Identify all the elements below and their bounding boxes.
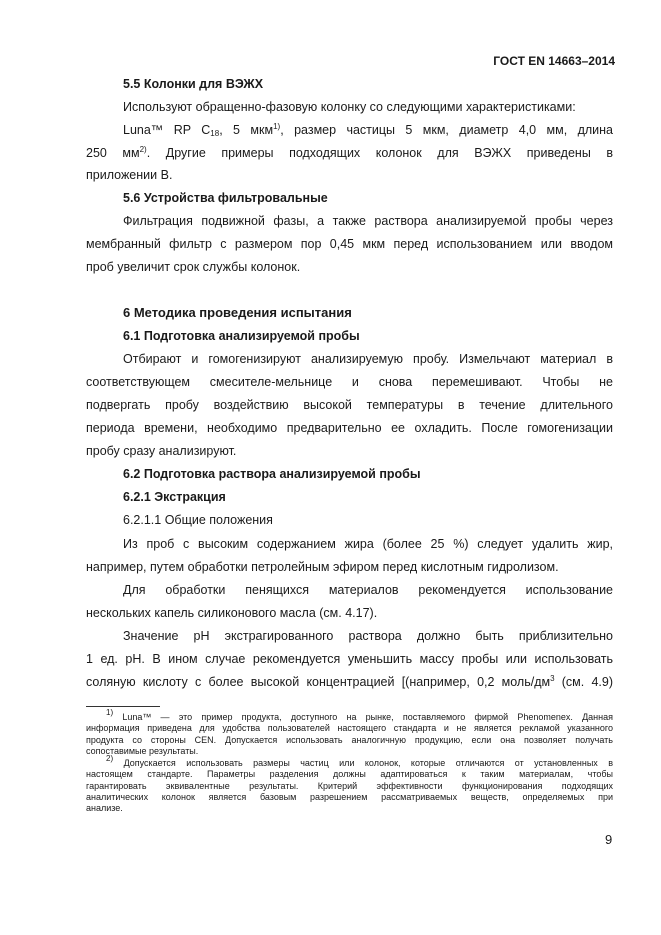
paragraph-line: 1 ед. pH. В ином случае рекомендуется уменьшить массу пробы или использовать	[86, 652, 613, 666]
footnote-line: продукта со стороны CEN. Допускается использовать аналогичную продукцию, если она позволяет получать	[86, 734, 613, 745]
paragraph-line: соответствующем смесителе-мельнице и снова перемешивают. Чтобы не	[86, 375, 613, 389]
paragraph-line: Значение pH экстрагированного раствора должно быть приблизительно	[123, 629, 613, 643]
paragraph-line: Используют обращенно-фазовую колонку со следующими характеристиками:	[123, 100, 576, 114]
paragraph-line: Отбирают и гомогенизируют анализируемую пробу. Измельчают материал в	[123, 352, 613, 366]
footnote-line: сопоставимые результаты.	[86, 745, 199, 756]
section-heading-6-1: 6.1 Подготовка анализируемой пробы	[123, 329, 360, 343]
paragraph-line: Фильтрация подвижной фазы, а также раствора анализируемой пробы через	[123, 214, 613, 228]
paragraph-line: соляную кислоту с более высокой концентрацией [(например, 0,2 моль/$дм^3$ (см. 4.9)	[86, 674, 614, 689]
paragraph-line: Luna™ RP $C_{18}$, 5 мкм$^{1)}$, размер частицы 5 мкм, диаметр 4,0 мм, длина	[123, 122, 614, 138]
paragraph-line: нескольких капель силиконового масла (см. 4.17).	[86, 606, 378, 620]
paragraph-line: 250 $мм^{2)}$. Другие примеры подходящих колонок для ВЭЖХ приведены в	[86, 145, 613, 160]
footnote-line: настоящем стандарте. Параметры разделения должны адаптироваться к таким материалам, чтобы	[86, 769, 613, 780]
paragraph-line: мембранный фильтр с размером пор 0,45 мкм перед использованием или вводом	[86, 237, 613, 251]
section-heading-6-2-1-1: 6.2.1.1 Общие положения	[123, 513, 273, 527]
paragraph-line: подвергать пробу воздействию высокой температуры в течение длительного	[86, 398, 613, 412]
paragraph-line: проб увеличит срок службы колонок.	[86, 260, 301, 274]
footnote-line: гарантировать эквивалентные результаты. Критерий эффективности функционирования подходящих	[86, 780, 613, 791]
footnote-separator	[86, 706, 160, 707]
footnote-line: $^{1)}$ Luna™ — это пример продукта, доступного на рынке, поставляемого фирмой Phenomenex. Данная	[106, 708, 613, 722]
paragraph-line: пробу сразу анализируют.	[86, 444, 237, 458]
section-heading-5-5: 5.5 Колонки для ВЭЖХ	[123, 77, 264, 91]
page-number: 9	[605, 832, 613, 847]
section-heading-5-6: 5.6 Устройства фильтровальные	[123, 191, 328, 205]
section-heading-6-2: 6.2 Подготовка раствора анализируемой пробы	[123, 467, 421, 481]
paragraph-line: например, путем обработки петролейным эфиром перед кислотным гидролизом.	[86, 560, 559, 574]
footnote-line: информация приведена для удобства пользователей настоящего стандарта и не является рекламой указанного	[86, 723, 613, 734]
section-heading-6: 6 Методика проведения испытания	[123, 305, 352, 320]
footnote-line: анализе.	[86, 803, 123, 814]
paragraph-line: Из проб с высоким содержанием жира (более 25 %) следует удалить жир,	[123, 537, 613, 551]
paragraph-line: Для обработки пенящихся материалов рекомендуется использование	[123, 583, 613, 597]
section-heading-6-2-1: 6.2.1 Экстракция	[123, 490, 226, 504]
footnote-line: $^{2)}$ Допускается использовать размеры частиц или колонок, которые отличаются от установленных в	[106, 754, 613, 768]
footnote-ref-2: 2)	[139, 145, 147, 154]
footnote-ref-1: 1)	[273, 122, 281, 131]
paragraph-line: приложении В.	[86, 168, 173, 182]
document-code: ГОСТ EN 14663–2014	[493, 54, 615, 68]
paragraph-line: периода времени, необходимо предварительно ее охладить. После гомогенизации	[86, 421, 613, 435]
footnote-line: аналитических колонок является базовым разрешением рассматриваемых веществ, определяемых при	[86, 791, 613, 802]
